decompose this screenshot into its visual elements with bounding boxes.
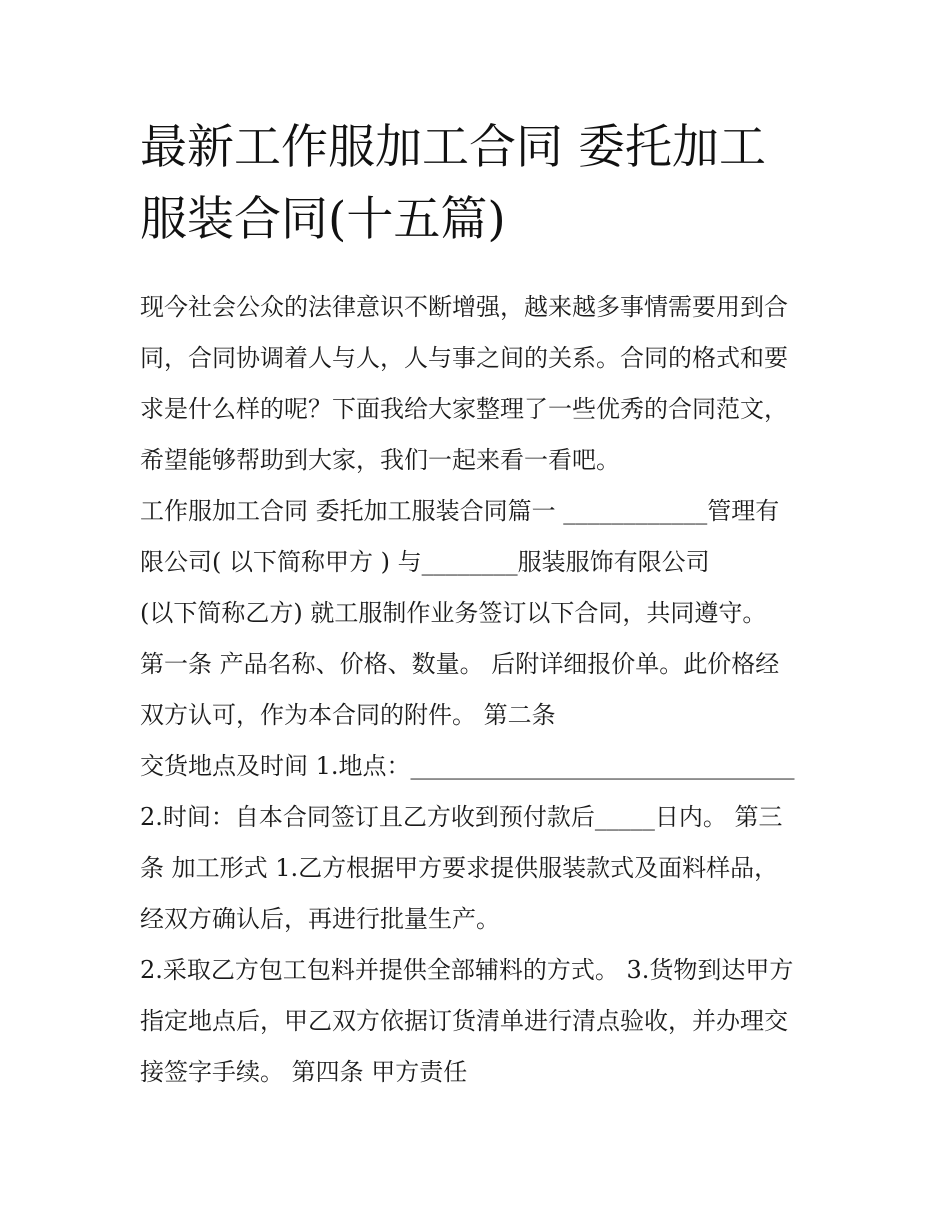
body-line: 同，合同协调着人与人，人与事之间的关系。合同的格式和要 — [140, 344, 788, 372]
title-line: 服装合同(十五篇) — [140, 192, 506, 247]
body-line: 2.采取乙方包工包料并提供全部辅料的方式。 3.货物到达甲方 — [140, 956, 794, 984]
document-content — [140, 112, 815, 1098]
body-line: 接签字手续。 第四条 甲方责任 — [140, 1058, 468, 1086]
body-line: 条 加工形式 1.乙方根据甲方要求提供服装款式及面料样品， — [140, 854, 779, 882]
document-body — [140, 282, 815, 1098]
body-line: 限公司( 以下简称甲方 ) 与________服装服饰有限公司 — [140, 548, 710, 576]
body-line: 求是什么样的呢？下面我给大家整理了一些优秀的合同范文， — [140, 395, 788, 423]
body-line: 指定地点后，甲乙双方依据订货清单进行清点验收，并办理交 — [140, 1007, 788, 1035]
body-line: 希望能够帮助到大家，我们一起来看一看吧。 — [140, 446, 620, 474]
body-line: 工作服加工合同 委托加工服装合同篇一 ____________管理有 — [140, 497, 780, 525]
body-line: 第一条 产品名称、价格、数量。 后附详细报价单。此价格经 — [140, 650, 780, 678]
body-line: 双方认可，作为本合同的附件。 第二条 — [140, 701, 556, 729]
title-line: 最新工作服加工合同 委托加工 — [140, 120, 766, 175]
body-line: 2.时间：自本合同签订且乙方收到预付款后_____日内。 第三 — [140, 803, 783, 831]
body-line: 现今社会公众的法律意识不断增强，越来越多事情需要用到合 — [140, 293, 788, 321]
body-line: 交货地点及时间 1.地点：________________________________ — [140, 752, 795, 780]
body-line: (以下简称乙方) 就工服制作业务签订以下合同，共同遵守。 — [140, 599, 767, 627]
document-title — [140, 112, 815, 256]
body-line: 经双方确认后，再进行批量生产。 — [140, 905, 500, 933]
